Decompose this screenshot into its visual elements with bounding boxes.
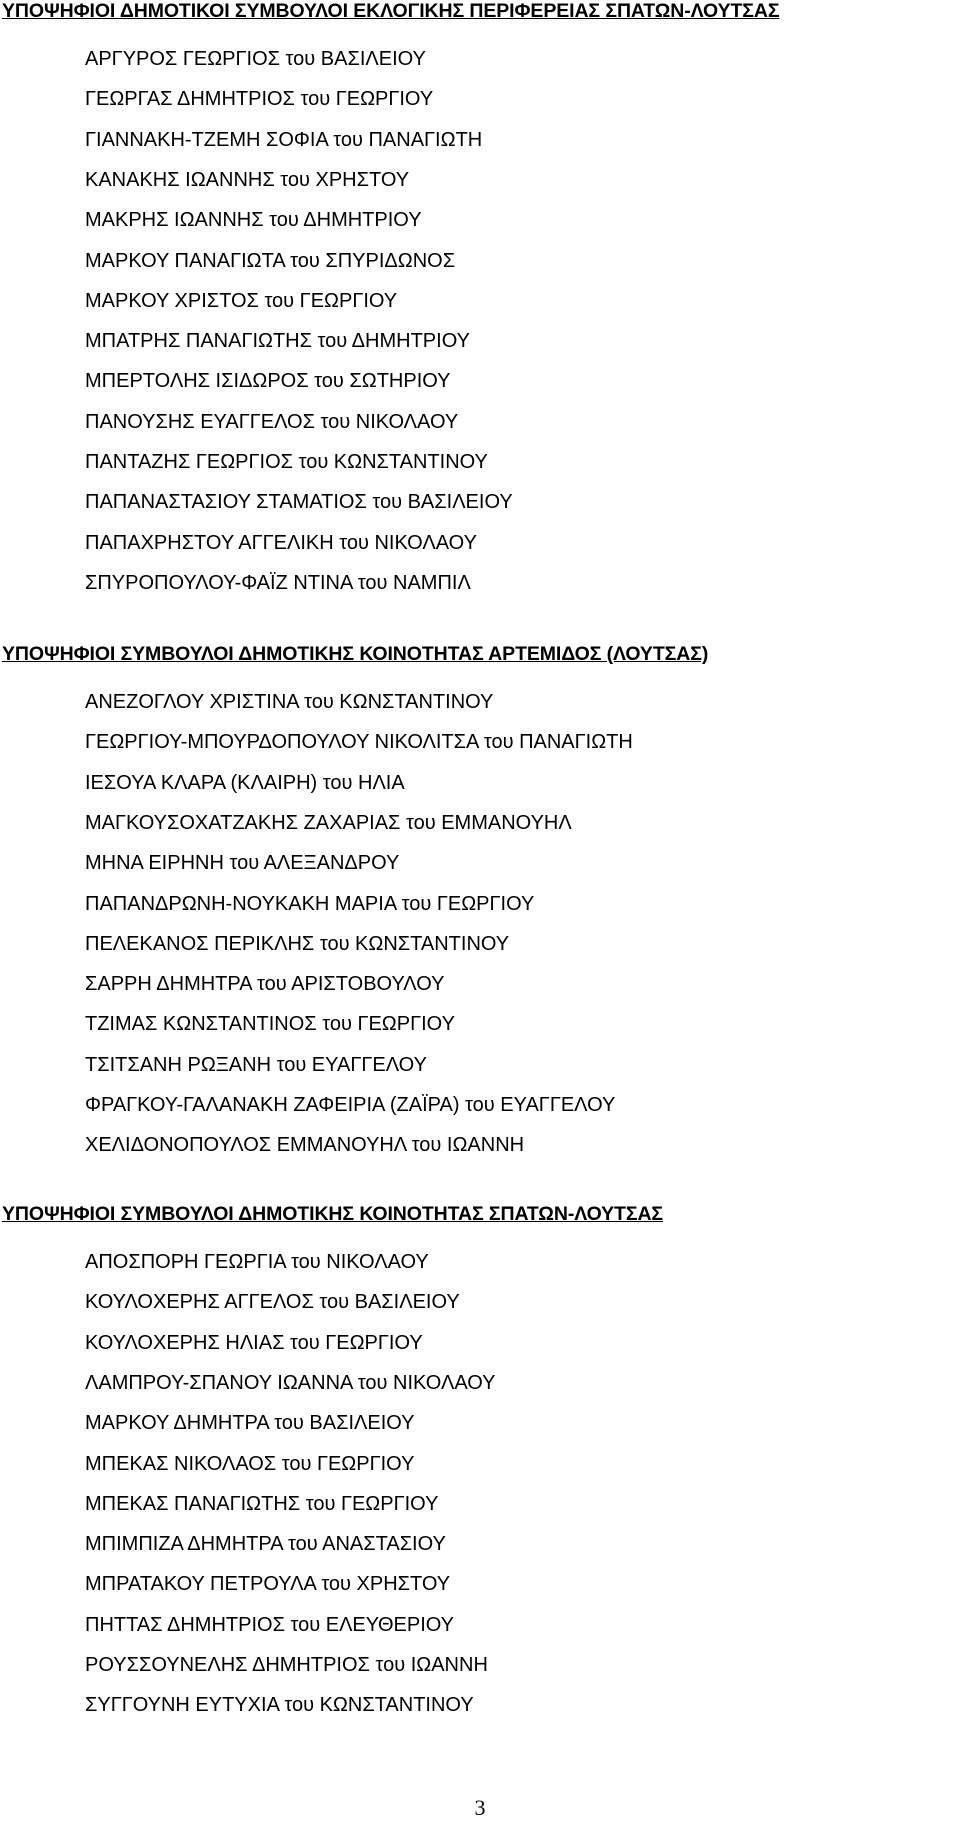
candidate-name: ΧΕΛΙΔΟΝΟΠΟΥΛΟΣ ΕΜΜΑΝΟΥΗΛ του ΙΩΑΝΝΗ <box>85 1134 525 1157</box>
candidate-name: ΓΕΩΡΓΙΟΥ-ΜΠΟΥΡΔΟΠΟΥΛΟΥ ΝΙΚΟΛΙΤΣΑ του ΠΑΝΑΓΙΩΤΗ <box>85 731 633 754</box>
candidate-name: ΚΟΥΛΟΧΕΡΗΣ ΗΛΙΑΣ του ΓΕΩΡΓΙΟΥ <box>85 1331 423 1354</box>
candidate-name: ΜΠΕΡΤΟΛΗΣ ΙΣΙΔΩΡΟΣ του ΣΩΤΗΡΙΟΥ <box>85 370 451 393</box>
candidate-name: ΜΑΡΚΟΥ ΔΗΜΗΤΡΑ του ΒΑΣΙΛΕΙΟΥ <box>85 1412 415 1435</box>
candidate-name: ΜΠΙΜΠΙΖΑ ΔΗΜΗΤΡΑ του ΑΝΑΣΤΑΣΙΟΥ <box>85 1533 446 1556</box>
candidate-name: ΜΑΓΚΟΥΣΟΧΑΤΖΑΚΗΣ ΖΑΧΑΡΙΑΣ του ΕΜΜΑΝΟΥΗΛ <box>85 811 572 834</box>
candidate-name: ΣΠΥΡΟΠΟΥΛΟΥ-ΦΑΪΖ ΝΤΙΝΑ του ΝΑΜΠΙΛ <box>85 571 471 594</box>
candidate-name: ΠΑΠΑΝΑΣΤΑΣΙΟΥ ΣΤΑΜΑΤΙΟΣ του ΒΑΣΙΛΕΙΟΥ <box>85 491 513 514</box>
candidate-name: ΠΑΠΑΧΡΗΣΤΟΥ ΑΓΓΕΛΙΚΗ του ΝΙΚΟΛΑΟΥ <box>85 531 477 554</box>
candidate-name: ΠΑΝΟΥΣΗΣ ΕΥΑΓΓΕΛΟΣ του ΝΙΚΟΛΑΟΥ <box>85 410 459 433</box>
candidate-name: ΠΑΝΤΑΖΗΣ ΓΕΩΡΓΙΟΣ του ΚΩΝΣΤΑΝΤΙΝΟΥ <box>85 451 488 473</box>
candidate-name: ΛΑΜΠΡΟΥ-ΣΠΑΝΟΥ ΙΩΑΝΝΑ του ΝΙΚΟΛΑΟΥ <box>85 1371 496 1394</box>
candidate-name: ΚΟΥΛΟΧΕΡΗΣ ΑΓΓΕΛΟΣ του ΒΑΣΙΛΕΙΟΥ <box>85 1291 460 1314</box>
candidate-name: ΡΟΥΣΣΟΥΝΕΛΗΣ ΔΗΜΗΤΡΙΟΣ του ΙΩΑΝΝΗ <box>85 1654 488 1676</box>
candidate-name: ΜΑΡΚΟΥ ΧΡΙΣΤΟΣ του ΓΕΩΡΓΙΟΥ <box>85 289 398 312</box>
section-title: ΥΠΟΨΗΦΙΟΙ ΣΥΜΒΟΥΛΟΙ ΔΗΜΟΤΙΚΗΣ ΚΟΙΝΟΤΗΤΑΣ ΑΡΤΕΜΙΔΟΣ (ΛΟΥΤΣΑΣ) <box>2 643 709 665</box>
candidate-name: ΑΠΟΣΠΟΡΗ ΓΕΩΡΓΙΑ του ΝΙΚΟΛΑΟΥ <box>85 1251 429 1273</box>
candidate-name: ΙΕΣΟΥΑ ΚΛΑΡΑ (ΚΛΑΙΡΗ) του ΗΛΙΑ <box>85 771 405 794</box>
candidate-name: ΤΖΙΜΑΣ ΚΩΝΣΤΑΝΤΙΝΟΣ του ΓΕΩΡΓΙΟΥ <box>85 1013 455 1036</box>
page-number: 3 <box>474 1795 486 1820</box>
candidate-name: ΣΑΡΡΗ ΔΗΜΗΤΡΑ του ΑΡΙΣΤΟΒΟΥΛΟΥ <box>85 973 445 996</box>
candidate-name: ΦΡΑΓΚΟΥ-ΓΑΛΑΝΑΚΗ ΖΑΦΕΙΡΙΑ (ΖΑΪΡΑ) του ΕΥΑΓΓΕΛΟΥ <box>85 1094 616 1116</box>
candidate-name: ΜΠΕΚΑΣ ΝΙΚΟΛΑΟΣ του ΓΕΩΡΓΙΟΥ <box>85 1452 415 1475</box>
candidate-name: ΑΡΓΥΡΟΣ ΓΕΩΡΓΙΟΣ του ΒΑΣΙΛΕΙΟΥ <box>85 48 426 70</box>
section-title: ΥΠΟΨΗΦΙΟΙ ΔΗΜΟΤΙΚΟΙ ΣΥΜΒΟΥΛΟΙ ΕΚΛΟΓΙΚΗΣ ΠΕΡΙΦΕΡΕΙΑΣ ΣΠΑΤΩΝ-ΛΟΥΤΣΑΣ <box>2 0 780 22</box>
candidate-name: ΚΑΝΑΚΗΣ ΙΩΑΝΝΗΣ του ΧΡΗΣΤΟΥ <box>85 168 410 191</box>
candidate-name: ΠΑΠΑΝΔΡΩΝΗ-ΝΟΥΚΑΚΗ ΜΑΡΙΑ του ΓΕΩΡΓΙΟΥ <box>85 892 535 915</box>
candidate-name: ΜΗΝΑ ΕΙΡΗΝΗ του ΑΛΕΞΑΝΔΡΟΥ <box>85 852 400 875</box>
section-title: ΥΠΟΨΗΦΙΟΙ ΣΥΜΒΟΥΛΟΙ ΔΗΜΟΤΙΚΗΣ ΚΟΙΝΟΤΗΤΑΣ ΣΠΑΤΩΝ-ΛΟΥΤΣΑΣ <box>2 1203 664 1225</box>
candidate-name: ΜΑΚΡΗΣ ΙΩΑΝΝΗΣ του ΔΗΜΗΤΡΙΟΥ <box>85 209 422 232</box>
candidate-name: ΜΑΡΚΟΥ ΠΑΝΑΓΙΩΤΑ του ΣΠΥΡΙΔΩΝΟΣ <box>85 249 456 272</box>
candidate-name: ΤΣΙΤΣΑΝΗ ΡΩΞΑΝΗ του ΕΥΑΓΓΕΛΟΥ <box>85 1053 427 1076</box>
candidate-name: ΣΥΓΓΟΥΝΗ ΕΥΤΥΧΙΑ του ΚΩΝΣΤΑΝΤΙΝΟΥ <box>85 1694 474 1717</box>
candidate-name: ΑΝΕΖΟΓΛΟΥ ΧΡΙΣΤΙΝΑ του ΚΩΝΣΤΑΝΤΙΝΟΥ <box>85 691 494 713</box>
candidate-name: ΠΗΤΤΑΣ ΔΗΜΗΤΡΙΟΣ του ΕΛΕΥΘΕΡΙΟΥ <box>85 1613 455 1636</box>
candidate-name: ΜΠΡΑΤΑΚΟΥ ΠΕΤΡΟΥΛΑ του ΧΡΗΣΤΟΥ <box>85 1573 451 1596</box>
candidate-name: ΜΠΑΤΡΗΣ ΠΑΝΑΓΙΩΤΗΣ του ΔΗΜΗΤΡΙΟΥ <box>85 330 470 353</box>
candidate-name: ΠΕΛΕΚΑΝΟΣ ΠΕΡΙΚΛΗΣ του ΚΩΝΣΤΑΝΤΙΝΟΥ <box>85 932 510 955</box>
candidate-name: ΓΙΑΝΝΑΚΗ-ΤΖΕΜΗ ΣΟΦΙΑ του ΠΑΝΑΓΙΩΤΗ <box>85 128 483 151</box>
candidate-name: ΓΕΩΡΓΑΣ ΔΗΜΗΤΡΙΟΣ του ΓΕΩΡΓΙΟΥ <box>85 88 434 111</box>
candidate-name: ΜΠΕΚΑΣ ΠΑΝΑΓΙΩΤΗΣ του ΓΕΩΡΓΙΟΥ <box>85 1492 439 1515</box>
